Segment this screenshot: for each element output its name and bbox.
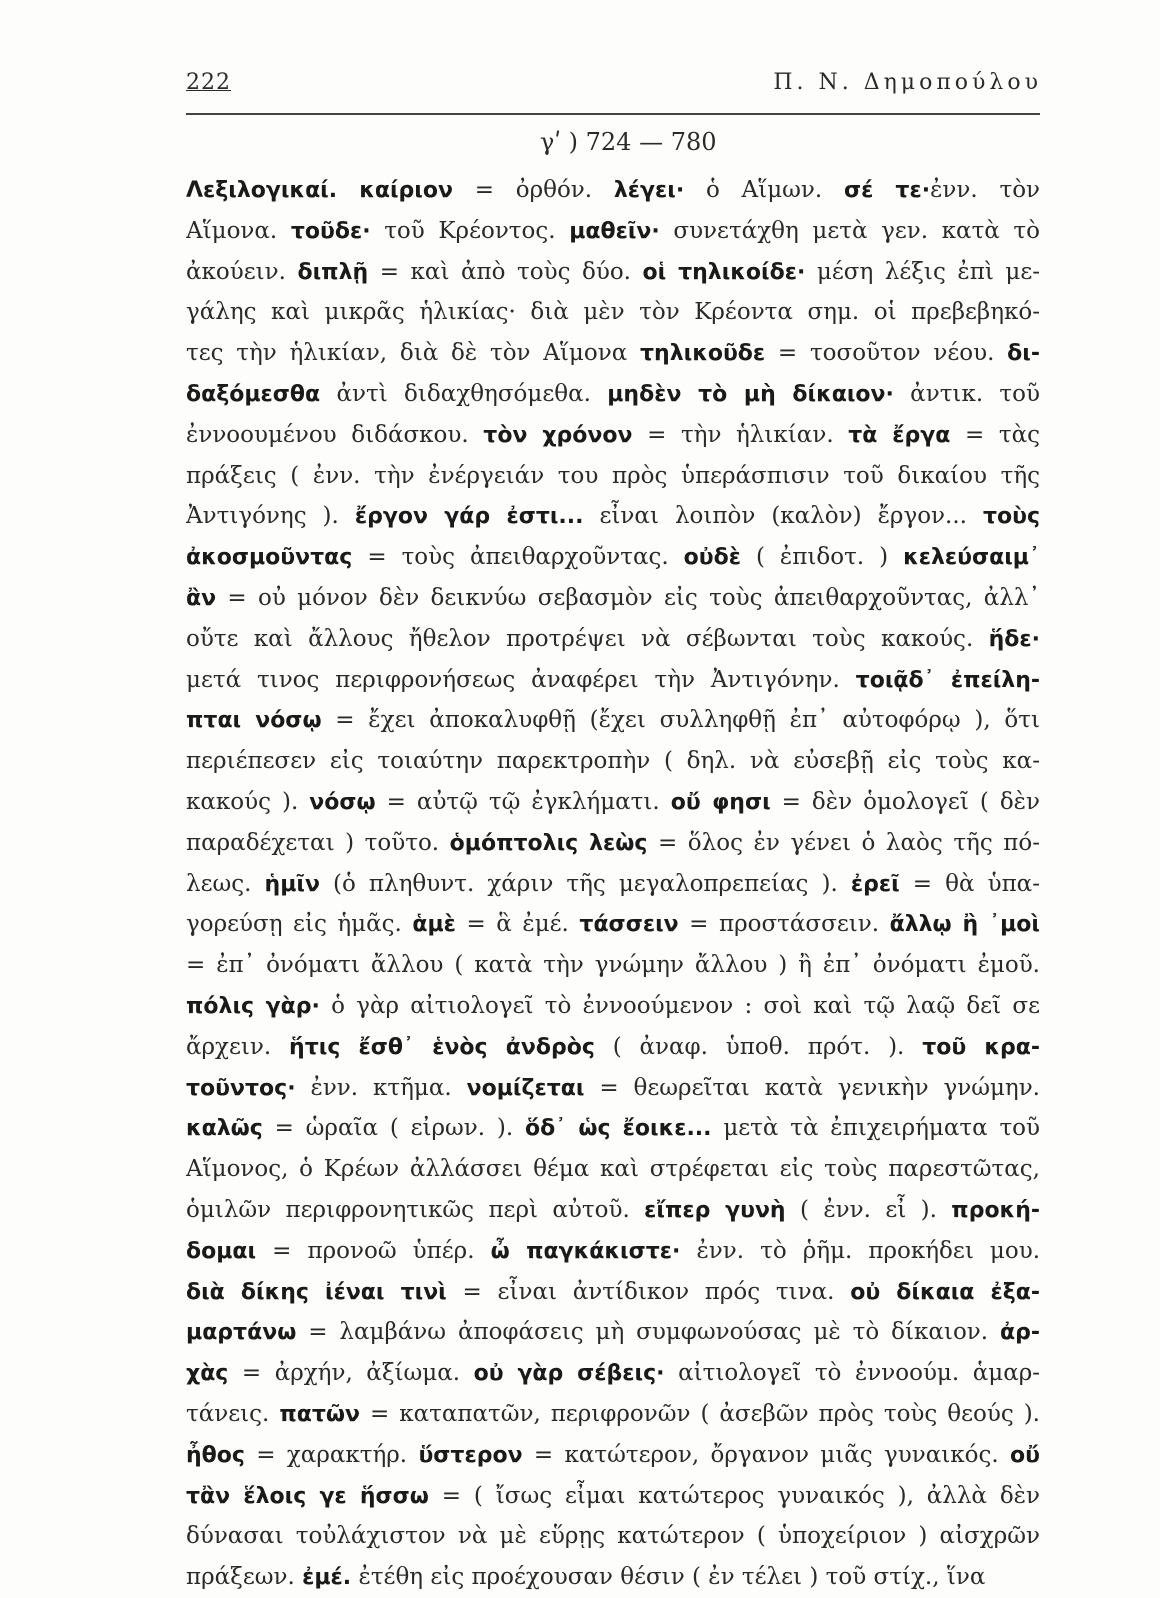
gloss: ἐνν. κτῆμα. xyxy=(295,1074,467,1101)
text-line xyxy=(186,864,1040,905)
lemma: τἂν ἕλοις γε ἥσσω xyxy=(186,1483,429,1509)
gloss: ἀκούειν. xyxy=(186,258,298,285)
lemma: νόσῳ xyxy=(309,789,376,815)
gloss: ὁμιλῶν περιφρονητικῶς περὶ αὐτοῦ. xyxy=(186,1196,645,1223)
text-line xyxy=(186,986,1040,1027)
lemma: τάσσειν xyxy=(579,912,679,938)
text-line xyxy=(186,823,1040,864)
gloss: ἀντὶ διδαχθησόμεθα. xyxy=(320,380,608,407)
lemma: νομίζεται xyxy=(466,1075,585,1101)
text-line xyxy=(186,741,1040,782)
gloss: = θὰ ὑπα- xyxy=(899,870,1040,897)
gloss: παραδέχεται ) τοῦτο. xyxy=(186,829,450,856)
gloss: = ἔχει ἀποκαλυφθῇ (ἔχει συλληφθῇ ἐπ᾽ αὐτοφόρῳ ), ὅτι xyxy=(321,707,1040,734)
gloss: = θεωρεῖται κατὰ γενικὴν γνώμην. xyxy=(584,1074,1040,1101)
text-line xyxy=(186,1394,1040,1435)
lemma: μηδὲν τὸ μὴ δίκαιον· xyxy=(607,381,894,407)
lemma: ἀρ- xyxy=(1000,1320,1040,1346)
lemma: σέ τε· xyxy=(843,178,931,203)
gloss: μετά τινος περιφρονήσεως ἀναφέρει τὴν Ἀντιγόνην. xyxy=(186,666,856,693)
header-rule xyxy=(186,113,1040,115)
gloss: = λαμβάνω ἀποφάσεις μὴ συμφωνούσας μὲ τὸ δίκαιον. xyxy=(296,1319,1000,1346)
text-line xyxy=(186,1149,1040,1190)
lemma: ὁμόπτολις λεὼς xyxy=(449,830,648,856)
text-line xyxy=(186,578,1040,619)
section-heading: γʹ ) 724 — 780 xyxy=(540,128,717,156)
lemma: οὐ γὰρ σέβεις· xyxy=(473,1361,665,1387)
gloss: ( ἐπιδοτ. ) xyxy=(741,544,904,571)
gloss: Αἵμονος, ὁ Κρέων ἀλλάσσει θέμα καὶ στρέφεται εἰς τοὺς παρεστῶτας, xyxy=(186,1156,1040,1183)
gloss: λεως. xyxy=(186,870,265,897)
gloss: ἄρχειν. xyxy=(186,1033,290,1060)
text-line xyxy=(186,1516,1040,1557)
lemma: ὅδ᾽ ὡς ἔοικε... xyxy=(524,1116,712,1142)
lemma: προκή- xyxy=(951,1197,1040,1223)
lemma: ἡμῖν xyxy=(264,871,320,897)
lemma: χὰς xyxy=(186,1361,229,1387)
text-line xyxy=(186,415,1040,456)
text-line xyxy=(186,1435,1040,1476)
gloss: = δὲν ὁμολογεῖ ( δὲν xyxy=(770,788,1040,815)
lemma: πατῶν xyxy=(279,1401,360,1427)
text-line xyxy=(186,211,1040,252)
text-line xyxy=(186,945,1040,986)
text-line xyxy=(186,782,1040,823)
lemma: τὰ ἔργα xyxy=(848,422,951,448)
lemma: μαθεῖν· xyxy=(569,218,660,244)
gloss: = οὐ μόνον δὲν δεικνύω σεβασμὸν εἰς τοὺς ἀπειθαρχοῦντας, ἀλλ᾽ xyxy=(216,584,1040,611)
gloss: Ἀντιγόνης ). xyxy=(186,503,355,530)
text-line xyxy=(186,1353,1040,1394)
lemma: τοιᾷδ᾽ ἐπείλη- xyxy=(855,667,1040,693)
gloss: ἐνν. τὸ ῥῆμ. προκήδει μου. xyxy=(680,1237,1040,1264)
lemma: κελεύσαιμ᾽ xyxy=(903,545,1040,571)
gloss: = ἐπ᾽ ὀνόματι ἄλλου ( κατὰ τὴν γνώμην ἄλλου ) ἢ ἐπ᾽ ὀνόματι ἐμοῦ. xyxy=(186,952,1040,979)
text-line xyxy=(186,1190,1040,1231)
text-line xyxy=(186,660,1040,701)
gloss: = προστάσσειν. xyxy=(678,911,890,938)
gloss: = ὅλος ἐν γένει ὁ λαὸς τῆς πό- xyxy=(647,829,1040,856)
gloss: γάλης καὶ μικρᾶς ἡλικίας· διὰ μὲν τὸν Κρέοντα σημ. οἱ πρεβεβηκό- xyxy=(186,299,1040,326)
gloss: ἐννοουμένου διδάσκου. xyxy=(186,421,484,448)
text-line xyxy=(186,1272,1040,1313)
lemma: τοῦντος· xyxy=(186,1075,296,1101)
gloss: περιέπεσεν εἰς τοιαύτην παρεκτροπὴν ( δηλ. νὰ εὐσεβῇ εἰς τοὺς κα- xyxy=(186,748,1040,775)
page-number: 222 xyxy=(186,70,231,95)
lemma: οὔ φησι xyxy=(670,789,771,815)
text-line xyxy=(186,1312,1040,1353)
lemma: δαξόμεσθα xyxy=(186,381,321,407)
lemma: ἥδε· xyxy=(988,626,1040,652)
text-line xyxy=(186,496,1040,537)
gloss: ἐνν. τὸν xyxy=(930,177,1040,203)
gloss: = τοὺς ἀπειθαρχοῦντας. xyxy=(352,544,684,571)
lemma: διπλῇ xyxy=(297,259,369,285)
lemma: μαρτάνω xyxy=(186,1320,297,1346)
lemma: τηλικοῦδε xyxy=(640,341,766,367)
gloss: = καταπατῶν, περιφρονῶν ( ἀσεβῶν πρὸς τοὺς θεούς ). xyxy=(360,1400,1040,1427)
text-line xyxy=(186,700,1040,741)
gloss: = τὰς xyxy=(950,421,1040,448)
lemma: ἄλλῳ ἢ ᾽μοὶ xyxy=(889,912,1040,938)
text-line xyxy=(186,1476,1040,1517)
text-line xyxy=(186,456,1040,497)
gloss: τοῦ Κρέοντος. xyxy=(370,217,570,244)
lemma: πται νόσῳ xyxy=(186,708,322,734)
gloss: ( ἀναφ. ὑποθ. πρότ. ). xyxy=(594,1033,923,1060)
lemma: οὔ xyxy=(1010,1442,1040,1468)
lemma: διὰ δίκης ἰέναι τινὶ xyxy=(186,1279,447,1305)
gloss: = κατώτερον, ὄργανον μιᾶς γυναικός. xyxy=(522,1441,1011,1468)
lemma: ἀκοσμοῦντας xyxy=(186,545,353,571)
lemma: δι- xyxy=(1007,341,1040,367)
lemma: οὐδὲ xyxy=(683,545,741,571)
lemma: ἥτις ἔσθ᾽ ἑνὸς ἀνδρὸς xyxy=(289,1034,595,1060)
gloss: ( ἐνν. εἶ ). xyxy=(785,1196,952,1223)
gloss: (ὁ πληθυντ. χάριν τῆς μεγαλοπρεπείας ). xyxy=(319,870,851,897)
lemma: οἱ τηλικοίδε· xyxy=(642,259,806,285)
commentary-text xyxy=(186,170,1040,1598)
gloss: = τὴν ἡλικίαν. xyxy=(632,421,849,448)
lemma: ἦθος xyxy=(186,1442,245,1468)
text-line xyxy=(186,252,1040,293)
lemma: ἐμέ. xyxy=(302,1565,352,1591)
lemma: πόλις γὰρ· xyxy=(186,993,320,1019)
gloss: πράξεις ( ἐνν. τὴν ἐνέργειάν του πρὸς ὑπεράσπισιν τοῦ δικαίου τῆς xyxy=(186,462,1040,489)
gloss: Αἵμονα. xyxy=(186,217,291,244)
gloss: μετὰ τὰ ἐπιχειρήματα τοῦ xyxy=(711,1115,1040,1142)
gloss: = ἃ ἐμέ. xyxy=(455,911,580,938)
gloss: = χαρακτήρ. xyxy=(244,1441,419,1468)
gloss: ἐτέθη εἰς προέχουσαν θέσιν ( ἐν τέλει ) τοῦ στίχ., ἵνα xyxy=(351,1564,986,1591)
gloss: τες τὴν ἡλικίαν, διὰ δὲ τὸν Αἵμονα xyxy=(186,340,640,367)
lemma: Λεξιλογικαί. καίριον xyxy=(186,178,453,203)
text-line xyxy=(186,619,1040,660)
lemma: εἴπερ γυνὴ xyxy=(644,1197,786,1223)
gloss: τάνεις. xyxy=(186,1400,280,1427)
lemma: ἁμὲ xyxy=(412,912,456,938)
text-line xyxy=(186,374,1040,415)
page-header xyxy=(186,70,1042,110)
text-line xyxy=(186,292,1040,333)
gloss: = τοσοῦτον νέου. xyxy=(765,340,1008,367)
lemma: τὸν χρόνον xyxy=(483,422,633,448)
text-line xyxy=(186,904,1040,945)
text-line xyxy=(186,1027,1040,1068)
gloss: = ἀρχήν, ἀξίωμα. xyxy=(228,1360,474,1387)
running-head: Π. Ν. Δημοπούλου xyxy=(773,70,1042,95)
gloss: αἰτιολογεῖ τὸ ἐννοούμ. ἁμαρ- xyxy=(664,1360,1040,1387)
gloss: κακούς ). xyxy=(186,788,310,815)
gloss: ὁ γὰρ αἰτιολογεῖ τὸ ἐννοούμενον : σοὶ καὶ τῷ λαῷ δεῖ σε xyxy=(319,992,1040,1019)
lemma: ἔργον γάρ ἐστι... xyxy=(354,504,584,530)
gloss: = αὐτῷ τῷ ἐγκλήματι. xyxy=(375,788,671,815)
gloss: συνετάχθη μετὰ γεν. κατὰ τὸ xyxy=(659,217,1040,244)
text-line xyxy=(186,1557,1040,1598)
text-line xyxy=(186,333,1040,374)
gloss: ἀντικ. τοῦ xyxy=(893,380,1040,407)
gloss: = προνοῶ ὑπέρ. xyxy=(256,1237,491,1264)
gloss: οὔτε καὶ ἄλλους ἤθελον προτρέψει νὰ σέβωνται τοὺς κακούς. xyxy=(186,625,989,652)
lemma: ἂν xyxy=(186,585,217,611)
gloss: = ὡραῖα ( εἰρων. ). xyxy=(262,1115,525,1142)
lemma: ὕστερον xyxy=(418,1442,523,1468)
lemma: δομαι xyxy=(186,1238,257,1264)
gloss: = καὶ ἀπὸ τοὺς δύο. xyxy=(368,258,643,285)
text-line xyxy=(186,170,1040,211)
gloss: γορεύσῃ εἰς ἡμᾶς. xyxy=(186,911,413,938)
gloss: = ( ἴσως εἶμαι κατώτερος γυναικός ), ἀλλὰ δὲν xyxy=(428,1482,1040,1509)
gloss: εἶναι λοιπὸν (καλὸν) ἔργον... xyxy=(583,503,983,530)
gloss: = ὀρθόν. xyxy=(452,177,614,203)
text-line xyxy=(186,537,1040,578)
lemma: ἐρεῖ xyxy=(850,871,900,897)
lemma: τοῦ κρα- xyxy=(922,1034,1040,1060)
text-line xyxy=(186,1068,1040,1109)
gloss: μέση λέξις ἐπὶ με- xyxy=(805,258,1040,285)
lemma: οὐ δίκαια ἐξα- xyxy=(850,1279,1040,1305)
text-line xyxy=(186,1108,1040,1149)
lemma: τοὺς xyxy=(982,504,1040,530)
text-line xyxy=(186,1231,1040,1272)
gloss: δύνασαι τοὐλάχιστον νὰ μὲ εὕρῃς κατώτερον ( ὑποχείριον ) αἰσχρῶν xyxy=(186,1523,1040,1550)
lemma: καλῶς xyxy=(186,1116,263,1142)
gloss: πράξεων. xyxy=(186,1564,303,1591)
gloss: = εἶναι ἀντίδικον πρός τινα. xyxy=(446,1278,851,1305)
lemma: λέγει· xyxy=(613,178,685,203)
lemma: ὦ παγκάκιστε· xyxy=(490,1238,681,1264)
gloss: ὁ Αἵμων. xyxy=(684,177,844,203)
lemma: τοῦδε· xyxy=(290,218,371,244)
